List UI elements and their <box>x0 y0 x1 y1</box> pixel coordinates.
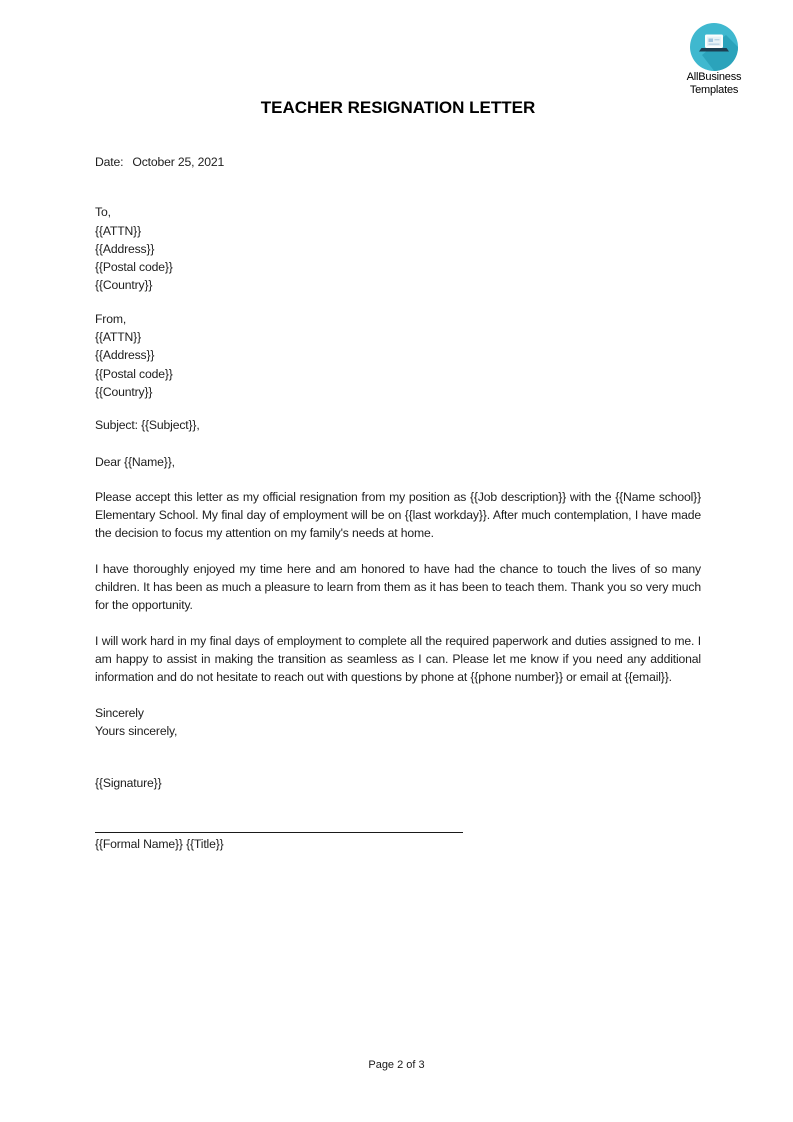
sender-postal-placeholder: {{Postal code}} <box>95 366 173 381</box>
date-value: October 25, 2021 <box>132 155 225 169</box>
recipient-block <box>95 203 701 294</box>
paragraph-transition: I will work hard in my final days of employment to complete all the required paperwork and duties assigned to me. I am happy to assist in making the transition as seamless as I can. Please let me know if you need any additional information and do not hesitate to reach out with questions by phone at {{phone number}} or email at {{email}}. <box>95 633 701 685</box>
brand-name-line1: AllBusiness <box>686 71 742 83</box>
recipient-attn-placeholder: {{ATTN}} <box>95 223 141 238</box>
paragraph-gratitude: I have thoroughly enjoyed my time here and am honored to have had the chance to touch the lives of so many children. It has been as much a pleasure to learn from them as it has been to teach them. Thank you so very much for the opportunity. <box>95 561 701 613</box>
closing-line-1: Sincerely <box>95 705 144 720</box>
sender-block <box>95 310 701 401</box>
sender-address-placeholder: {{Address}} <box>95 348 155 363</box>
laptop-logo-icon <box>688 22 740 74</box>
to-label: To, <box>95 205 111 220</box>
recipient-postal-placeholder: {{Postal code}} <box>95 260 173 275</box>
paragraph-resignation: Please accept this letter as my official resignation from my position as {{Job description}} with the {{Name school}} Elementary School. My final day of employment will be on {{last workday}}. After much contemplation, I have made the decision to focus my attention on my family's needs at home. <box>95 489 701 541</box>
signature-placeholder: {{Signature}} <box>95 776 162 791</box>
brand-logo <box>681 22 747 96</box>
formal-name-line: {{Formal Name}} {{Title}} <box>95 837 224 852</box>
recipient-address-placeholder: {{Address}} <box>95 241 155 256</box>
from-label: From, <box>95 311 127 326</box>
brand-name-line2: Templates <box>689 83 739 96</box>
page-title: TEACHER RESIGNATION LETTER <box>260 98 536 117</box>
closing-block <box>95 704 701 741</box>
recipient-country-placeholder: {{Country}} <box>95 278 153 293</box>
signature-line <box>95 832 463 833</box>
date-line <box>95 153 701 171</box>
sender-country-placeholder: {{Country}} <box>95 384 153 399</box>
sender-attn-placeholder: {{ATTN}} <box>95 330 141 345</box>
page-footer: Page 2 of 3 <box>368 1059 425 1071</box>
salutation: Dear {{Name}}, <box>95 454 175 469</box>
date-label: Date: <box>95 155 124 169</box>
closing-line-2: Yours sincerely, <box>95 723 178 738</box>
subject-line: Subject: {{Subject}}, <box>95 418 200 433</box>
